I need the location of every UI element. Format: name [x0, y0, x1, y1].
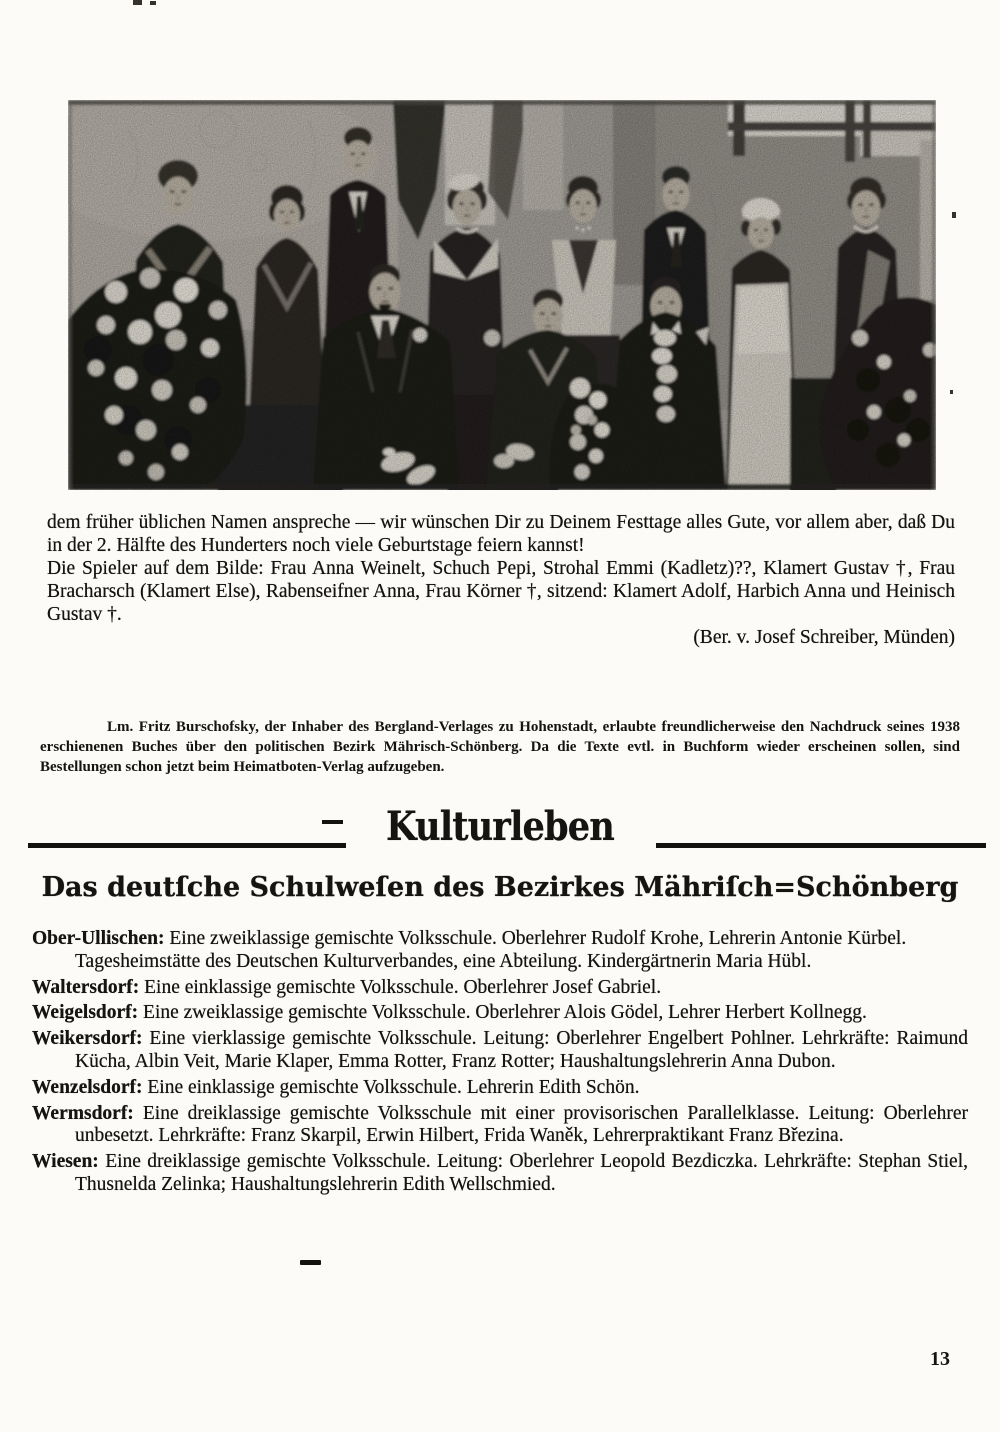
school-entry-text: Eine einklassige gemischte Volksschule. Oberlehrer Josef Gabriel. [144, 976, 662, 998]
scan-speck [952, 212, 956, 218]
intro-text [47, 511, 955, 650]
village-name: Wermsdorf: [32, 1102, 134, 1124]
publisher-note [40, 718, 960, 777]
report-byline: (Ber. v. Josef Schreiber, Münden) [693, 627, 955, 649]
village-name: Weigelsdorf: [32, 1002, 139, 1024]
village-name: Ober-Ullischen: [32, 928, 165, 949]
greeting-paragraph: dem früher üblichen Namen anspreche — wir wünschen Dir zu Deinem Festtage alles Gute, vor allem aber, daß Du in der 2. Hälfte des Hunderters noch viele Geburtstage feiern kannst! [47, 512, 955, 557]
scan-speck [133, 0, 142, 5]
section-title: Kulturleben [386, 803, 614, 850]
group-photo [68, 100, 936, 490]
village-name: Waltersdorf: [32, 976, 140, 998]
school-entry-text: Eine zweiklassige gemischte Volksschule. Oberlehrer Rudolf Krohe, Lehrerin Antonie Kürbel. [169, 928, 907, 949]
publisher-note-text: Lm. Fritz Burschofsky, der Inhaber des Bergland-Verlages zu Hohenstadt, erlaubte freundlicherweise den Nachdruck seines 1938 erschienenen Buches über den politischen Bezirk Mährisch-Schönberg. Da die Texte evtl. in Buchform wieder erscheinen sollen, sind Bestellungen schon jetzt beim Heimatboten-Verlag aufzugeben. [40, 719, 960, 775]
page-number: 13 [930, 1348, 950, 1370]
halftone-grain-light [68, 100, 936, 490]
school-entry [32, 1103, 968, 1149]
heading-rule-right [656, 843, 986, 848]
school-entry [32, 1077, 968, 1100]
school-entry [32, 977, 968, 1000]
group-photo-image [68, 100, 936, 490]
school-entry-text: Tagesheimstätte des Deutschen Kulturverbandes, eine Abteilung. Kindergärtnerin Maria Hübl. [75, 950, 812, 972]
village-name: Wenzelsdorf: [32, 1076, 143, 1098]
school-entry [32, 928, 968, 951]
section-subtitle: Das deutſche Schulweſen des Bezirkes Mähriſch=Schönberg [41, 872, 959, 903]
school-entry-text: Eine einklassige gemischte Volksschule. Lehrerin Edith Schön. [147, 1076, 640, 1098]
school-entry-text: Eine dreiklassige gemischte Volksschule. Leitung: Oberlehrer Leopold Bezdiczka. Lehrkräfte: Stephan Stiel, Thusnelda Zelinka; Haushaltungslehrerin Edith Wellschmied. [75, 1151, 968, 1195]
school-entry-extra [32, 951, 968, 974]
scan-speck [950, 390, 953, 394]
village-name: Wiesen: [32, 1151, 99, 1173]
school-list [32, 928, 968, 1200]
print-artifact-dash [300, 1260, 321, 1265]
school-entry-text: Eine dreiklassige gemischte Volksschule mit einer provisorischen Parallelklasse. Leitung: Oberlehrer unbesetzt. Lehrkräfte: Franz Skarpil, Erwin Hilbert, Frida Waněk, Lehrerpraktikant Franz Březina. [75, 1102, 969, 1147]
school-entry-text: Eine vierklassige gemischte Volksschule. Leitung: Oberlehrer Engelbert Pohlner. Lehrkräfte: Raimund Kücha, Albin Veit, Marie Klaper, Emma Rotter, Franz Rotter; Haushaltungslehrerin Anna Dubon. [75, 1028, 968, 1072]
village-name: Weikersdorf: [32, 1028, 143, 1050]
scan-speck [150, 1, 156, 5]
school-entry [32, 1028, 968, 1074]
school-entry [32, 1002, 968, 1025]
print-artifact-dash [322, 820, 343, 824]
school-entry [32, 1151, 968, 1197]
photo-caption-paragraph: Die Spieler auf dem Bilde: Frau Anna Weinelt, Schuch Pepi, Strohal Emmi (Kadletz)??, Klamert Gustav †, Frau Bracharsch (Klamert Else), Rabenseifner Anna, Frau Körner †, sitzend: Klamert Adolf, Harbich Anna und Heinisch Gustav †. [47, 558, 955, 626]
school-entry-text: Eine zweiklassige gemischte Volksschule. Oberlehrer Alois Gödel, Lehrer Herbert Kollnegg. [143, 1002, 867, 1024]
